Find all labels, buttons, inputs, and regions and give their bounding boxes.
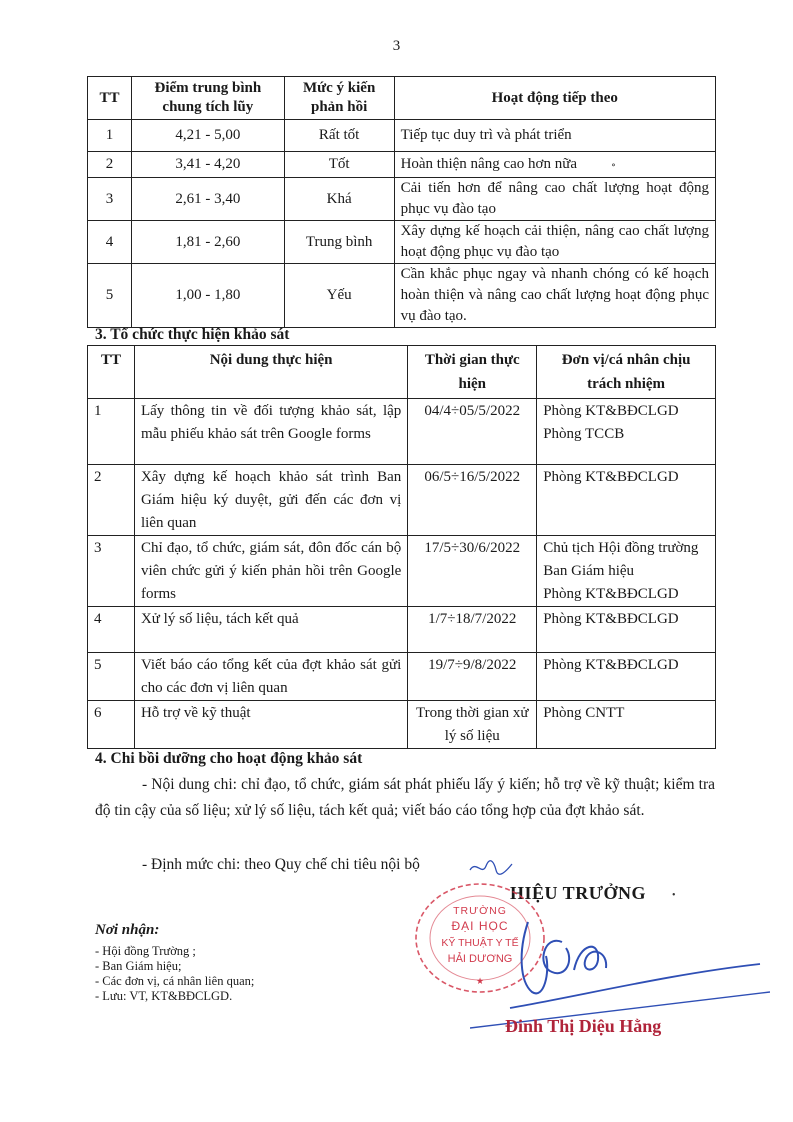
row-time: 17/5÷30/6/2022 [408,536,537,607]
row-unit: Phòng KT&BĐCLGD [543,586,679,602]
col-tt-header: TT [88,346,135,399]
col-content-header: Nội dung thực hiện [134,346,407,399]
row-time: Trong thời gian xử lý số liệu [408,701,537,749]
row-level: Yếu [284,264,394,328]
row-score: 3,41 - 4,20 [131,152,284,178]
row-content: Hỗ trợ về kỹ thuật [134,701,407,749]
criteria-table [87,76,716,328]
row-tt: 4 [88,221,132,264]
recipient-item: - Các đơn vị, cá nhân liên quan; [95,974,255,988]
row-units [537,536,716,607]
row-content: Chỉ đạo, tổ chức, giám sát, đôn đốc cán bộ viên chức gửi ý kiến phản hồi trên Google forms [134,536,407,607]
row-tt: 2 [88,152,132,178]
row-tt: 5 [88,264,132,328]
section-4-paragraph-norm: - Định mức chi: theo Quy chế chi tiêu nội bộ [142,856,420,873]
row-level: Trung bình [284,221,394,264]
row-tt: 1 [88,120,132,152]
row-action: Cải tiến hơn để nâng cao chất lượng hoạt động phục vụ đào tạo [394,178,715,221]
svg-text:★: ★ [475,976,485,986]
row-time: 06/5÷16/5/2022 [408,465,537,536]
col-level-header: Mức ý kiến phản hồi [284,77,394,120]
recipients-list [95,944,254,1004]
table-row [88,607,716,653]
row-content: Xây dựng kế hoạch khảo sát trình Ban Giám hiệu ký duyệt, gửi đến các đơn vị liên quan [134,465,407,536]
row-score: 2,61 - 3,40 [131,178,284,221]
page-number: 3 [392,38,401,54]
row-units [537,465,716,536]
survey-plan-table [87,345,716,749]
row-action-text: Hoàn thiện nâng cao hơn nữa [400,155,577,172]
col-action-header: Hoạt động tiếp theo [394,77,715,120]
ink-mark: ∘ [611,159,616,171]
row-unit: Phòng KT&BĐCLGD [543,469,679,485]
row-tt: 1 [88,399,135,465]
table-row [88,536,716,607]
initials-scribble-icon [468,858,516,878]
recipient-item: - Hội đồng Trường ; [95,944,196,958]
section-4-paragraph-content: - Nội dung chi: chỉ đạo, tổ chức, giám sát phát phiếu lấy ý kiến; hỗ trợ về kỹ thuật; kiểm tra độ tin cậy của số liệu; xử lý số liệu, tách kết quả; viết báo cáo tổng hợp của đợt khảo sát. [95,776,715,819]
row-content: Viết báo cáo tổng kết của đợt khảo sát gửi cho các đơn vị liên quan [134,653,407,701]
row-tt: 4 [88,607,135,653]
svg-text:ĐẠI HỌC: ĐẠI HỌC [451,919,509,933]
col-time-header: Thời gian thực hiện [408,346,537,399]
row-action: Cần khắc phục ngay và nhanh chóng có kế hoạch hoàn thiện và nâng cao chất lượng hoạt động phục vụ đào tạo. [394,264,715,328]
row-units [537,701,716,749]
recipient-item: - Ban Giám hiệu; [95,959,182,973]
row-tt: 3 [88,536,135,607]
row-level: Khá [284,178,394,221]
row-tt: 5 [88,653,135,701]
col-tt-header: TT [88,77,132,120]
svg-text:KỸ THUẬT Y TẾ: KỸ THUẬT Y TẾ [441,937,519,949]
table-row [88,701,716,749]
row-units [537,399,716,465]
row-unit: Chủ tịch Hội đồng trường [543,540,699,556]
ink-mark: • [672,890,676,901]
criteria-header-row [88,77,716,120]
table-row [88,264,716,328]
row-unit: Phòng KT&BĐCLGD [543,657,679,673]
col-score-header: Điểm trung bình chung tích lũy [131,77,284,120]
row-unit: Phòng KT&BĐCLGD [543,611,679,627]
row-score: 4,21 - 5,00 [131,120,284,152]
table-row [88,221,716,264]
row-units [537,607,716,653]
table-row [88,152,716,178]
col-responsible-header: Đơn vị/cá nhân chịu trách nhiệm [537,346,716,399]
table-row [88,399,716,465]
row-score: 1,81 - 2,60 [131,221,284,264]
row-tt: 3 [88,178,132,221]
row-time: 1/7÷18/7/2022 [408,607,537,653]
row-unit: Ban Giám hiệu [543,563,635,579]
row-score: 1,00 - 1,80 [131,264,284,328]
table-row [88,465,716,536]
table-row [88,120,716,152]
section-4-heading: 4. Chi bồi dưỡng cho hoạt động khảo sát [95,750,363,767]
row-content: Xử lý số liệu, tách kết quả [134,607,407,653]
row-unit: Phòng CNTT [543,705,625,721]
row-unit: Phòng TCCB [543,426,625,442]
recipients-title: Nơi nhận: [95,922,160,938]
row-time: 04/4÷05/5/2022 [408,399,537,465]
row-action: Xây dựng kế hoạch cải thiện, nâng cao chất lượng hoạt động phục vụ đào tạo [394,221,715,264]
signer-name: Đinh Thị Diệu Hằng [505,1016,662,1036]
table-row [88,653,716,701]
row-action [394,152,715,178]
row-level: Tốt [284,152,394,178]
handwritten-signature-icon [470,912,770,1032]
svg-text:HẢI DƯƠNG: HẢI DƯƠNG [447,953,513,965]
row-units [537,653,716,701]
row-action: Tiếp tục duy trì và phát triển [394,120,715,152]
row-tt: 2 [88,465,135,536]
section-3-heading: 3. Tổ chức thực hiện khảo sát [95,326,290,343]
plan-header-row [88,346,716,399]
row-time: 19/7÷9/8/2022 [408,653,537,701]
row-tt: 6 [88,701,135,749]
row-level: Rất tốt [284,120,394,152]
table-row [88,178,716,221]
row-content: Lấy thông tin về đối tượng khảo sát, lập mẫu phiếu khảo sát trên Google forms [134,399,407,465]
svg-text:TRƯỜNG: TRƯỜNG [453,905,507,917]
signer-title: HIỆU TRƯỞNG [510,883,647,903]
row-unit: Phòng KT&BĐCLGD [543,403,679,419]
recipient-item: - Lưu: VT, KT&BĐCLGD. [95,989,233,1003]
